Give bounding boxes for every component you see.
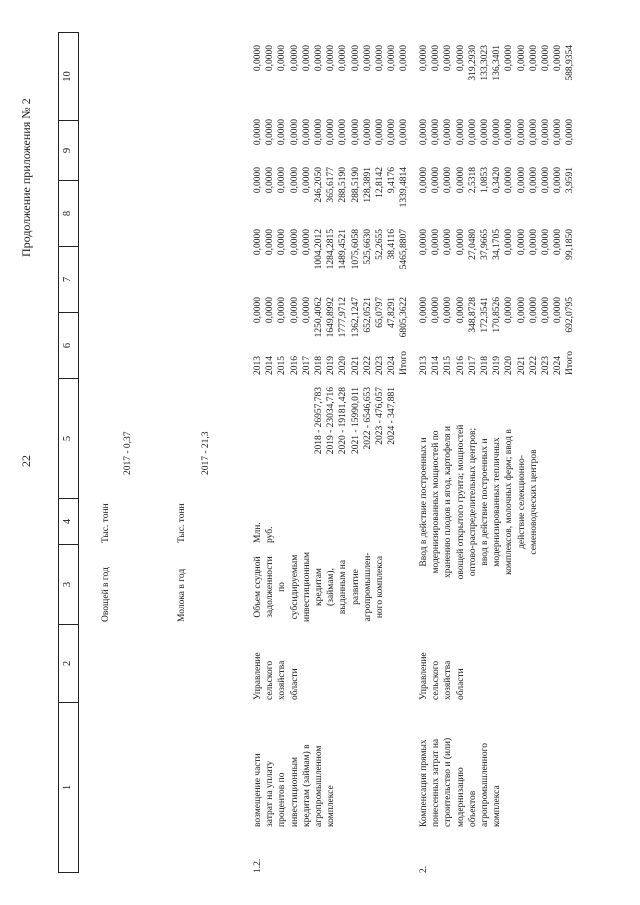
value-cell: 1362,1247 [350, 297, 361, 338]
executor-line: сельского [265, 660, 276, 700]
value-cell: 0,0000 [431, 119, 442, 146]
value-cell: 0,0000 [541, 167, 552, 194]
unit-line: руб. [265, 526, 276, 543]
year-label: 2015 [277, 356, 288, 375]
value-cell: 0,0000 [541, 229, 552, 256]
value-cell: 0,0000 [553, 297, 564, 324]
value-cell: 588,9354 [565, 45, 576, 81]
value-cell: 0,0000 [455, 297, 466, 324]
indicator-line: субсидируемым [289, 554, 300, 620]
value-cell: 0,0000 [301, 229, 312, 256]
value-cell: 0,0000 [265, 119, 276, 146]
value-cell: 319,2930 [467, 45, 478, 81]
value-cell: 0,0000 [277, 229, 288, 256]
indicator-line: ного комплекса [375, 555, 386, 619]
indicator-line: Объем ссудной [253, 556, 263, 618]
year-label: 2016 [455, 356, 466, 375]
value-cell: 0,0000 [253, 229, 263, 256]
year-label: 2018 [480, 356, 491, 375]
value-cell: 0,0000 [326, 45, 337, 72]
column-number: 2 [59, 625, 79, 703]
target-value: 2024 - 347,881 [387, 387, 398, 445]
value-cell: 0,0000 [553, 229, 564, 256]
value-cell: 0,0000 [399, 45, 410, 72]
indicator-line: овощей открытого грунта; мощностей [455, 424, 466, 580]
value-cell: 0,0000 [467, 119, 478, 146]
value-cell: 0,0000 [399, 119, 410, 146]
indicator-line: семеноводческих центров [528, 449, 539, 555]
value-cell: 5465,8807 [399, 229, 410, 270]
value-cell: 0,0000 [419, 45, 429, 72]
targets-1-2 [313, 387, 398, 493]
indicator-line: развитие [350, 569, 361, 605]
value-cell: 0,0000 [277, 45, 288, 72]
value-cell: 170,8526 [492, 297, 503, 333]
value-cell: 1649,8992 [326, 297, 337, 338]
value-cell: 365,6177 [326, 167, 337, 203]
values-col10-1-2 [252, 45, 411, 95]
value-cell: 1284,2815 [326, 229, 337, 270]
value-cell: 692,0795 [565, 297, 576, 333]
value-cell: 0,0000 [541, 45, 552, 72]
value-cell: 0,0000 [516, 45, 527, 72]
value-cell: 37,9665 [480, 229, 491, 260]
unit-line: Млн. [253, 522, 263, 543]
value-cell: 0,0000 [516, 297, 527, 324]
value-cell: 288,5190 [350, 167, 361, 203]
column-number: 5 [59, 379, 79, 499]
value-cell: 0,0000 [362, 119, 373, 146]
value-cell: 0,0000 [443, 229, 454, 256]
value-cell: 0,0000 [528, 229, 539, 256]
value-cell: 0,0000 [553, 167, 564, 194]
values-col6-2 [418, 297, 577, 349]
value-cell: 0,0000 [553, 45, 564, 72]
column-number: 1 [59, 703, 79, 873]
value-cell: 0,0000 [387, 119, 398, 146]
value-cell: 0,0000 [289, 119, 300, 146]
unit-vegetables: Тыс. тонн [101, 503, 111, 543]
value-cell: 525,6630 [362, 229, 373, 265]
base-value-milk: 2017 - 21,3 [201, 431, 211, 475]
value-cell: 99,1850 [565, 229, 576, 260]
values-col6-1-2 [252, 297, 411, 349]
value-cell: 0,0000 [314, 45, 325, 72]
value-cell: 0,0000 [338, 45, 349, 72]
value-cell: 136,3401 [492, 45, 503, 81]
row-number-1-2: 1.2. [253, 858, 263, 873]
indicator-line: хранению плодов и ягод, картофеля и [443, 426, 454, 578]
column-number: 9 [59, 121, 79, 181]
target-value: 2018 - 26957,783 [314, 387, 324, 455]
year-label: 2013 [253, 356, 263, 375]
unit-milk: Тыс. тонн [177, 503, 187, 543]
value-cell: 0,0000 [277, 119, 288, 146]
value-cell: 0,0000 [443, 167, 454, 194]
value-cell: 0,0000 [528, 297, 539, 324]
values-col9-1-2 [252, 119, 411, 161]
value-cell: 0,0000 [289, 297, 300, 324]
value-cell: 0,0000 [516, 229, 527, 256]
page-number: 22 [19, 455, 33, 467]
year-label: 2023 [541, 356, 552, 375]
target-value: 2019 - 23034,716 [326, 387, 337, 455]
unit-1-2 [252, 522, 276, 543]
value-cell: 0,0000 [504, 45, 515, 72]
value-cell: 0,0000 [419, 119, 429, 146]
title-line: возмещение части [253, 753, 263, 827]
indicator-milk: Молока в год [177, 568, 187, 622]
value-cell: 0,0000 [253, 45, 263, 72]
indicator-line: оптово-распределительных центров; [467, 427, 478, 577]
executor-line: сельского [431, 660, 442, 700]
indicator-line: агропромышлен- [362, 552, 373, 622]
title-line: инвестиционным [289, 757, 300, 827]
year-label: 2021 [350, 356, 361, 375]
value-cell: 0,0000 [492, 119, 503, 146]
values-col7-1-2 [252, 229, 411, 285]
value-cell: 0,0000 [301, 167, 312, 194]
value-cell: 0,0000 [301, 119, 312, 146]
executor-2 [418, 652, 467, 700]
value-cell: 0,0000 [504, 297, 515, 324]
indicator-line: инвестиционным [301, 552, 312, 622]
year-label: 2019 [326, 356, 337, 375]
value-cell: 3,9591 [565, 167, 576, 194]
value-cell: 0,0000 [480, 119, 491, 146]
year-label: 2019 [492, 356, 503, 375]
year-label: 2014 [265, 356, 276, 375]
value-cell: 1339,4814 [399, 167, 410, 208]
column-number: 6 [59, 313, 79, 379]
year-label: 2016 [289, 356, 300, 375]
value-cell: 0,0000 [565, 119, 576, 146]
year-label: 2021 [516, 356, 527, 375]
row-title-1-2 [252, 744, 337, 827]
indicator-line: ввод в действие построенных и [480, 438, 491, 566]
value-cell: 0,0000 [301, 45, 312, 72]
value-cell: 0,3420 [492, 167, 503, 194]
value-cell: 47,8291 [387, 297, 398, 328]
row-number-2: 2. [419, 865, 429, 873]
executor-line: Управление [419, 652, 429, 700]
year-label: 2020 [504, 356, 515, 375]
years-1-2 [252, 351, 411, 375]
indicator-2 [418, 385, 540, 619]
value-cell: 12,8142 [375, 167, 386, 198]
title-line: кредитам (займам) в [301, 744, 312, 827]
value-cell: 1777,9712 [338, 297, 349, 338]
value-cell: 1075,6058 [350, 229, 361, 270]
indicator-line: (займам), [326, 568, 337, 606]
column-number: 4 [59, 499, 79, 545]
title-line: агропромышленном [314, 745, 325, 827]
value-cell: 1489,4521 [338, 229, 349, 270]
value-cell: 0,0000 [419, 167, 429, 194]
value-cell: 0,0000 [350, 119, 361, 146]
year-label: 2015 [443, 356, 454, 375]
values-col8-2 [418, 167, 577, 219]
year-label: 2024 [387, 356, 398, 375]
value-cell: 0,0000 [528, 119, 539, 146]
indicator-line: выданным на [338, 559, 349, 615]
column-number: 10 [59, 33, 79, 121]
value-cell: 0,0000 [265, 297, 276, 324]
value-cell: 0,0000 [265, 45, 276, 72]
continuation-label: Продолжение приложения № 2 [19, 98, 33, 257]
value-cell: 0,0000 [431, 167, 442, 194]
value-cell: 0,0000 [541, 297, 552, 324]
values-col7-2 [418, 229, 577, 285]
value-cell: 246,2050 [314, 167, 325, 203]
indicator-line: комплексов, молочных ферм; ввод в [504, 429, 515, 575]
year-label: 2022 [528, 356, 539, 375]
executor-line: области [455, 668, 466, 700]
value-cell: 0,0000 [455, 167, 466, 194]
value-cell: 0,0000 [265, 229, 276, 256]
value-cell: 0,0000 [253, 167, 263, 194]
value-cell: 0,0000 [289, 167, 300, 194]
value-cell: 65,0797 [375, 297, 386, 328]
value-cell: 0,0000 [443, 119, 454, 146]
value-cell: 1,0853 [480, 167, 491, 194]
indicator-1-2 [252, 552, 386, 622]
column-number-header [58, 32, 79, 873]
value-cell: 6805,3622 [399, 297, 410, 338]
year-label: Итого [399, 350, 410, 375]
value-cell: 0,0000 [277, 297, 288, 324]
title-line: Компенсация прямых [419, 739, 429, 827]
value-cell: 2,5318 [467, 167, 478, 194]
indicator-vegetables: Овощей в год [101, 567, 111, 622]
value-cell: 0,0000 [504, 167, 515, 194]
target-value: 2022 - 6546,653 [362, 387, 373, 450]
executor-line: Управление [253, 652, 263, 700]
value-cell: 172,3541 [480, 297, 491, 333]
title-line: комплекса [492, 785, 503, 827]
value-cell: 38,4116 [387, 229, 398, 260]
value-cell: 0,0000 [289, 45, 300, 72]
title-line: модернизацию [455, 767, 466, 827]
value-cell: 0,0000 [419, 297, 429, 324]
value-cell: 0,0000 [455, 45, 466, 72]
year-label: 2017 [467, 356, 478, 375]
value-cell: 0,0000 [528, 45, 539, 72]
value-cell: 0,0000 [443, 297, 454, 324]
column-number: 7 [59, 247, 79, 313]
row-title-2 [418, 738, 503, 827]
indicator-line: по [277, 582, 288, 592]
year-label: 2022 [362, 356, 373, 375]
value-cell: 0,0000 [455, 229, 466, 256]
executor-1-2 [252, 652, 301, 700]
value-cell: 128,3891 [362, 167, 373, 203]
value-cell: 1004,2012 [314, 229, 325, 270]
year-label: Итого [565, 350, 576, 375]
executor-line: хозяйства [443, 660, 454, 700]
value-cell: 0,0000 [265, 167, 276, 194]
year-label: 2014 [431, 356, 442, 375]
value-cell: 0,0000 [338, 119, 349, 146]
value-cell: 0,0000 [253, 297, 263, 324]
value-cell: 0,0000 [387, 45, 398, 72]
values-col10-2 [418, 45, 577, 95]
value-cell: 0,0000 [455, 119, 466, 146]
value-cell: 1250,4062 [314, 297, 325, 338]
title-line: объектов [467, 790, 478, 827]
title-line: комплексе [326, 785, 337, 827]
value-cell: 0,0000 [553, 119, 564, 146]
indicator-line: модернизированных тепличных [492, 437, 503, 567]
indicator-line: модернизированных мощностей по [431, 430, 442, 574]
value-cell: 0,0000 [277, 167, 288, 194]
title-line: строительство и (или) [443, 737, 454, 827]
value-cell: 0,0000 [431, 229, 442, 256]
value-cell: 0,0000 [362, 45, 373, 72]
indicator-line: Ввод в действие построенных и [419, 437, 429, 567]
values-col8-1-2 [252, 167, 411, 219]
title-line: затрат на уплату [265, 760, 276, 827]
value-cell: 34,1705 [492, 229, 503, 260]
value-cell: 9,4176 [387, 167, 398, 194]
value-cell: 0,0000 [375, 45, 386, 72]
value-cell: 0,0000 [516, 167, 527, 194]
target-value: 2021 - 15990,011 [350, 387, 361, 454]
value-cell: 0,0000 [253, 119, 263, 146]
year-label: 2024 [553, 356, 564, 375]
executor-line: области [289, 668, 300, 700]
value-cell: 0,0000 [289, 229, 300, 256]
title-line: процентов по [277, 772, 288, 827]
year-label: 2017 [301, 356, 312, 375]
year-label: 2023 [375, 356, 386, 375]
value-cell: 0,0000 [528, 167, 539, 194]
title-line: понесенных затрат на [431, 738, 442, 827]
value-cell: 0,0000 [504, 119, 515, 146]
indicator-line: задолженности [265, 556, 276, 618]
values-col9-2 [418, 119, 577, 161]
column-number: 8 [59, 181, 79, 247]
value-cell: 0,0000 [431, 45, 442, 72]
value-cell: 133,3023 [480, 45, 491, 81]
value-cell: 0,0000 [314, 119, 325, 146]
indicator-line: действие селекционно- [516, 455, 527, 549]
value-cell: 27,0480 [467, 229, 478, 260]
target-value: 2020 - 19181,428 [338, 387, 349, 455]
year-label: 2020 [338, 356, 349, 375]
value-cell: 0,0000 [301, 297, 312, 324]
value-cell: 0,0000 [350, 45, 361, 72]
executor-line: хозяйства [277, 660, 288, 700]
value-cell: 652,0521 [362, 297, 373, 333]
year-label: 2013 [419, 356, 429, 375]
year-label: 2018 [314, 356, 325, 375]
value-cell: 0,0000 [375, 119, 386, 146]
value-cell: 288,5190 [338, 167, 349, 203]
value-cell: 52,2655 [375, 229, 386, 260]
target-value: 2023 - 476,057 [375, 387, 386, 445]
value-cell: 0,0000 [326, 119, 337, 146]
base-value-vegetables: 2017 - 0,37 [123, 431, 133, 475]
value-cell: 0,0000 [516, 119, 527, 146]
value-cell: 0,0000 [419, 229, 429, 256]
years-2 [418, 351, 577, 375]
value-cell: 348,8728 [467, 297, 478, 333]
value-cell: 0,0000 [431, 297, 442, 324]
title-line: агропромышленного [480, 742, 491, 827]
value-cell: 0,0000 [541, 119, 552, 146]
column-number: 3 [59, 545, 79, 625]
value-cell: 0,0000 [504, 229, 515, 256]
value-cell: 0,0000 [443, 45, 454, 72]
indicator-line: кредитам [314, 568, 325, 606]
